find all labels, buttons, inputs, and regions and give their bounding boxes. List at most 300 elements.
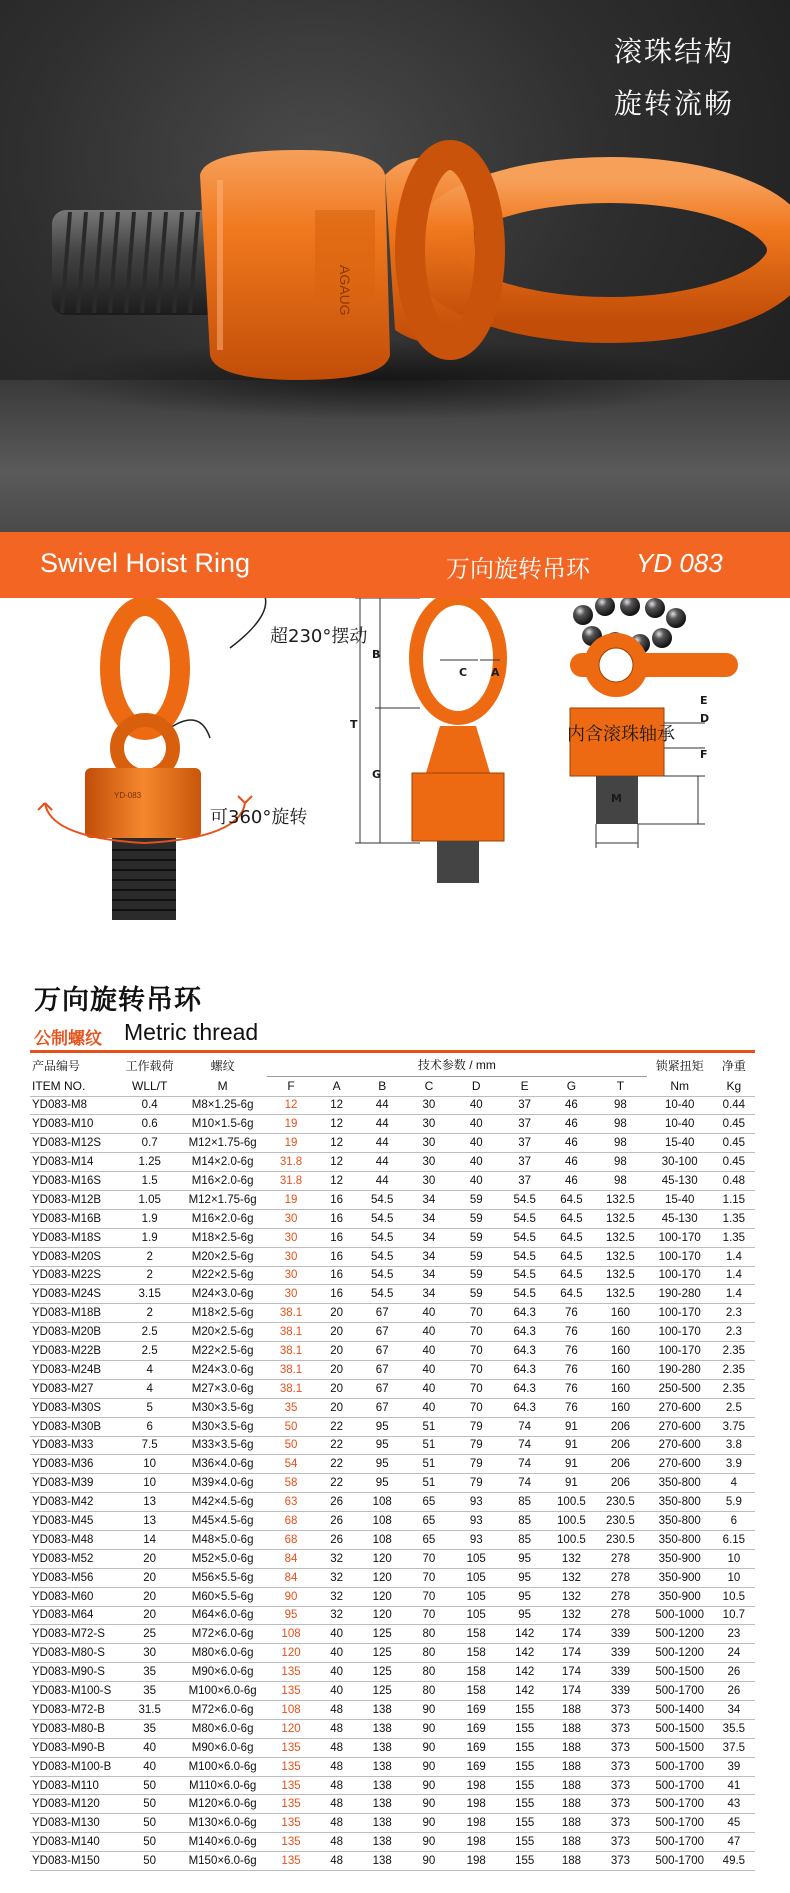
cell-wll: 25 <box>143 1628 157 1641</box>
table-row <box>30 1209 755 1228</box>
cell-item-no: YD083-M52 <box>32 1552 94 1565</box>
cell-dim-d: 198 <box>466 1817 486 1830</box>
hero-tagline <box>614 26 734 130</box>
cell-dim-b: 108 <box>372 1533 392 1546</box>
cell-torque: 270-600 <box>658 1420 701 1433</box>
cell-thread: M24×3.0-6g <box>191 1363 254 1376</box>
table-row <box>30 1644 755 1663</box>
dim-label-d: D <box>700 712 710 725</box>
cell-item-no: YD083-M39 <box>32 1477 94 1490</box>
cell-dim-f: 135 <box>281 1760 301 1773</box>
cell-dim-c: 34 <box>422 1250 436 1263</box>
cell-dim-t: 98 <box>614 1118 627 1131</box>
cell-item-no: YD083-M80-S <box>32 1647 105 1660</box>
cell-dim-c: 90 <box>422 1722 436 1735</box>
part-marking: YD-083 <box>114 791 142 800</box>
cell-dim-g: 174 <box>561 1647 582 1660</box>
cell-torque: 500-1500 <box>655 1741 704 1754</box>
cell-dim-d: 40 <box>469 1175 483 1187</box>
cell-item-no: YD083-M140 <box>32 1836 100 1849</box>
cell-weight: 0.48 <box>722 1175 746 1187</box>
cell-dim-a: 26 <box>330 1515 343 1528</box>
cell-dim-t: 278 <box>610 1609 631 1622</box>
cell-item-no: YD083-M120 <box>32 1798 100 1811</box>
cell-dim-b: 67 <box>375 1345 389 1358</box>
cell-dim-d: 105 <box>466 1552 486 1565</box>
cell-wll: 0.6 <box>141 1118 158 1131</box>
cell-dim-c: 51 <box>422 1439 436 1452</box>
cell-dim-c: 90 <box>422 1836 436 1849</box>
cell-dim-g: 100.5 <box>557 1496 586 1509</box>
cell-item-no: YD083-M64 <box>32 1609 94 1622</box>
cell-dim-g: 188 <box>561 1779 582 1792</box>
cell-dim-t: 373 <box>610 1703 631 1716</box>
cell-dim-a: 20 <box>330 1382 343 1395</box>
cell-dim-f: 108 <box>281 1703 301 1716</box>
cell-dim-b: 44 <box>375 1175 389 1187</box>
cell-dim-t: 373 <box>610 1741 631 1754</box>
cell-wll: 10 <box>143 1477 157 1490</box>
cell-dim-b: 54.5 <box>371 1250 394 1263</box>
cell-dim-e: 95 <box>518 1571 532 1584</box>
cell-thread: M120×6.0-6g <box>188 1798 257 1811</box>
cell-dim-a: 16 <box>330 1212 343 1225</box>
cell-dim-t: 373 <box>610 1836 631 1849</box>
cell-weight: 0.44 <box>722 1099 746 1112</box>
cell-dim-e: 155 <box>515 1779 535 1792</box>
cell-dim-g: 64.5 <box>560 1269 583 1282</box>
cell-dim-c: 34 <box>422 1231 436 1244</box>
cell-thread: M30×3.5-6g <box>191 1401 254 1414</box>
cell-dim-f: 19 <box>284 1118 298 1131</box>
header-row-1 <box>30 1054 755 1076</box>
cell-dim-t: 230.5 <box>606 1496 635 1509</box>
table-title: 万向旋转吊环 <box>34 985 202 1016</box>
cell-dim-f: 135 <box>281 1741 301 1754</box>
cell-dim-d: 59 <box>469 1269 483 1282</box>
spec-table <box>30 1054 755 1871</box>
cell-dim-f: 30 <box>284 1269 298 1282</box>
cell-dim-t: 206 <box>610 1458 631 1471</box>
cell-item-no: YD083-M30B <box>32 1420 102 1433</box>
cell-torque: 100-170 <box>658 1250 701 1263</box>
cell-wll: 35 <box>143 1722 157 1735</box>
cell-dim-f: 38.1 <box>279 1326 303 1339</box>
cell-dim-t: 278 <box>610 1552 631 1565</box>
dim-label-m: M <box>611 792 622 805</box>
cell-dim-d: 70 <box>469 1401 483 1414</box>
cell-dim-f: 63 <box>284 1496 298 1509</box>
cell-dim-f: 84 <box>284 1552 298 1565</box>
cell-dim-c: 34 <box>422 1269 436 1282</box>
cell-item-no: YD083-M12S <box>32 1137 102 1150</box>
cell-torque: 500-1700 <box>655 1817 704 1830</box>
cell-dim-a: 48 <box>330 1703 343 1716</box>
table-row <box>30 1247 755 1266</box>
cell-dim-e: 155 <box>515 1741 535 1754</box>
cell-dim-f: 38.1 <box>279 1382 303 1395</box>
cell-weight: 35.5 <box>722 1722 746 1735</box>
cell-dim-t: 230.5 <box>606 1515 635 1528</box>
cell-dim-a: 16 <box>330 1231 343 1244</box>
cell-thread: M14×2.0-6g <box>191 1156 254 1169</box>
cell-dim-c: 51 <box>422 1420 436 1433</box>
cell-dim-d: 59 <box>469 1250 483 1263</box>
cell-wll: 13 <box>143 1515 157 1528</box>
cell-torque: 350-900 <box>658 1590 701 1603</box>
cell-wll: 2 <box>146 1307 153 1320</box>
cell-dim-g: 76 <box>565 1326 578 1339</box>
cell-dim-c: 34 <box>422 1212 436 1225</box>
header-weight-cn: 净重 <box>721 1058 746 1073</box>
cell-weight: 1.15 <box>722 1193 746 1206</box>
cell-wll: 14 <box>143 1533 157 1546</box>
cell-dim-g: 188 <box>561 1760 582 1773</box>
table-row <box>30 1304 755 1323</box>
cell-wll: 2.5 <box>141 1345 158 1358</box>
cell-thread: M12×1.75-6g <box>188 1193 257 1206</box>
cell-item-no: YD083-M36 <box>32 1458 94 1471</box>
cell-torque: 350-900 <box>658 1571 701 1584</box>
cell-thread: M22×2.5-6g <box>191 1269 254 1282</box>
cell-wll: 35 <box>143 1666 157 1679</box>
product-diagrams <box>0 598 790 970</box>
cell-thread: M80×6.0-6g <box>191 1647 254 1660</box>
cell-thread: M8×1.25-6g <box>191 1099 254 1112</box>
cell-dim-g: 188 <box>561 1817 582 1830</box>
header-wll-en: WLL/T <box>121 1076 178 1096</box>
table-row <box>30 1719 755 1738</box>
cell-dim-e: 37 <box>518 1099 532 1112</box>
cell-item-no: YD083-M110 <box>32 1779 99 1792</box>
table-row <box>30 1795 755 1814</box>
cell-dim-d: 40 <box>469 1099 483 1112</box>
cell-dim-g: 46 <box>565 1099 578 1112</box>
table-row <box>30 1682 755 1701</box>
cell-dim-a: 12 <box>330 1175 343 1187</box>
cell-dim-d: 93 <box>469 1533 483 1546</box>
cell-dim-g: 100.5 <box>557 1515 586 1528</box>
cell-dim-t: 206 <box>610 1477 631 1490</box>
cell-dim-g: 188 <box>561 1703 582 1716</box>
cell-weight: 10 <box>727 1552 741 1565</box>
cell-item-no: YD083-M100-S <box>32 1685 112 1698</box>
cell-dim-d: 169 <box>466 1722 486 1735</box>
cell-dim-g: 174 <box>561 1628 582 1641</box>
cell-torque: 100-170 <box>658 1231 701 1244</box>
cell-dim-e: 155 <box>515 1798 535 1811</box>
product-render-left <box>38 598 266 920</box>
cell-dim-e: 37 <box>518 1118 532 1131</box>
cell-dim-b: 138 <box>372 1855 392 1868</box>
cell-dim-b: 54.5 <box>371 1193 394 1206</box>
cell-dim-e: 54.5 <box>513 1288 536 1301</box>
cell-wll: 2.5 <box>141 1326 158 1339</box>
cell-dim-f: 30 <box>284 1231 298 1244</box>
cell-dim-g: 64.5 <box>560 1212 583 1225</box>
dim-label-f: F <box>700 748 708 761</box>
cell-thread: M42×4.5-6g <box>191 1496 254 1509</box>
cell-weight: 4 <box>730 1477 738 1490</box>
cell-dim-b: 54.5 <box>371 1231 394 1244</box>
cell-dim-f: 12 <box>284 1099 298 1112</box>
swing-label: 超230°摆动 <box>270 626 368 647</box>
cell-dim-e: 155 <box>515 1703 535 1716</box>
cell-item-no: YD083-M48 <box>32 1533 94 1546</box>
cell-item-no: YD083-M130 <box>32 1817 100 1830</box>
cell-item-no: YD083-M18B <box>32 1307 102 1320</box>
cell-dim-e: 64.3 <box>513 1345 536 1358</box>
cell-dim-e: 74 <box>518 1439 532 1452</box>
cell-dim-d: 40 <box>469 1118 483 1131</box>
cell-dim-a: 48 <box>330 1760 343 1773</box>
cell-dim-t: 132.5 <box>606 1250 635 1263</box>
cell-weight: 24 <box>727 1647 741 1660</box>
table-row <box>30 1342 755 1361</box>
cell-weight: 1.4 <box>725 1288 742 1301</box>
cell-dim-a: 40 <box>330 1666 343 1679</box>
cell-wll: 50 <box>143 1798 157 1811</box>
cell-dim-f: 84 <box>284 1571 298 1584</box>
cell-dim-e: 37 <box>518 1175 532 1187</box>
table-row <box>30 1625 755 1644</box>
header-dim-c: C <box>406 1076 452 1096</box>
cell-dim-e: 95 <box>518 1590 532 1603</box>
cell-dim-d: 59 <box>469 1193 483 1206</box>
cell-weight: 1.35 <box>722 1212 746 1225</box>
cell-torque: 190-280 <box>658 1288 701 1301</box>
thread-label-cn: 公制螺纹 <box>34 1029 102 1049</box>
cell-dim-b: 138 <box>372 1741 392 1754</box>
cell-dim-c: 80 <box>422 1685 436 1698</box>
cell-wll: 5 <box>146 1401 153 1414</box>
cell-dim-e: 85 <box>518 1533 532 1546</box>
cell-dim-c: 80 <box>422 1628 436 1641</box>
cell-dim-b: 120 <box>372 1552 392 1565</box>
dim-label-e: E <box>700 694 708 707</box>
cell-torque: 250-500 <box>658 1382 701 1395</box>
cell-item-no: YD083-M72-S <box>32 1628 105 1641</box>
cell-thread: M22×2.5-6g <box>191 1345 254 1358</box>
cell-wll: 3.15 <box>138 1288 161 1301</box>
cell-dim-e: 64.3 <box>513 1401 536 1414</box>
cell-torque: 500-1200 <box>655 1647 704 1660</box>
cell-dim-c: 70 <box>422 1571 436 1584</box>
cell-thread: M24×3.0-6g <box>191 1288 254 1301</box>
cell-dim-b: 125 <box>372 1666 392 1679</box>
cell-dim-f: 135 <box>281 1798 301 1811</box>
cell-dim-b: 138 <box>372 1798 392 1811</box>
cell-item-no: YD083-M60 <box>32 1590 94 1603</box>
cell-dim-b: 44 <box>375 1118 389 1131</box>
cell-dim-a: 12 <box>330 1137 343 1150</box>
table-row <box>30 1701 755 1720</box>
cell-torque: 100-170 <box>658 1326 701 1339</box>
dim-label-a: A <box>491 666 500 679</box>
cell-torque: 500-1700 <box>655 1760 704 1773</box>
cell-wll: 20 <box>143 1571 157 1584</box>
cell-dim-d: 70 <box>469 1307 483 1320</box>
header-row-2 <box>30 1076 755 1096</box>
table-row <box>30 1512 755 1531</box>
cell-weight: 5.9 <box>725 1496 742 1509</box>
cell-dim-f: 108 <box>281 1628 301 1641</box>
cell-thread: M130×6.0-6g <box>188 1817 257 1830</box>
header-dim-g: G <box>549 1076 595 1096</box>
cell-thread: M64×6.0-6g <box>191 1609 254 1622</box>
cell-dim-e: 142 <box>515 1647 535 1660</box>
hero-banner <box>0 0 790 532</box>
cell-dim-g: 91 <box>565 1420 578 1433</box>
cell-dim-b: 67 <box>375 1382 389 1395</box>
cell-dim-a: 48 <box>330 1722 343 1735</box>
cell-dim-d: 40 <box>469 1137 483 1150</box>
cell-dim-d: 79 <box>469 1439 483 1452</box>
cell-item-no: YD083-M33 <box>32 1439 94 1452</box>
cell-thread: M90×6.0-6g <box>191 1666 254 1679</box>
cell-dim-t: 373 <box>610 1722 631 1735</box>
cell-dim-b: 67 <box>375 1363 389 1376</box>
cell-dim-g: 76 <box>565 1401 578 1414</box>
cell-dim-b: 138 <box>372 1722 392 1735</box>
cell-dim-c: 90 <box>422 1855 436 1868</box>
cell-dim-c: 40 <box>422 1345 436 1358</box>
cell-torque: 500-1500 <box>655 1722 704 1735</box>
cell-thread: M100×6.0-6g <box>188 1760 257 1773</box>
cell-wll: 4 <box>146 1363 153 1376</box>
cell-item-no: YD083-M12B <box>32 1193 102 1206</box>
cell-thread: M18×2.5-6g <box>191 1307 254 1320</box>
header-item-en: ITEM NO. <box>30 1076 121 1096</box>
cell-torque: 500-1500 <box>655 1666 704 1679</box>
header-dim-f: F <box>267 1076 315 1096</box>
table-row <box>30 1757 755 1776</box>
cell-dim-t: 132.5 <box>606 1231 635 1244</box>
cell-dim-a: 16 <box>330 1269 343 1282</box>
cell-wll: 6 <box>146 1420 153 1433</box>
cell-weight: 6 <box>730 1515 738 1528</box>
cell-dim-g: 91 <box>565 1439 578 1452</box>
cell-dim-c: 65 <box>422 1496 436 1509</box>
cell-dim-d: 79 <box>469 1477 483 1490</box>
cell-dim-g: 76 <box>565 1382 578 1395</box>
cell-item-no: YD083-M80-B <box>32 1722 105 1735</box>
cell-torque: 350-800 <box>658 1533 701 1546</box>
cell-dim-e: 95 <box>518 1552 532 1565</box>
cell-torque: 500-1700 <box>655 1779 704 1792</box>
cell-dim-g: 132 <box>561 1571 582 1584</box>
cell-dim-b: 138 <box>372 1817 392 1830</box>
cell-torque: 45-130 <box>661 1212 698 1225</box>
cell-thread: M110×6.0-6g <box>189 1779 257 1792</box>
cell-wll: 31.5 <box>138 1703 161 1716</box>
cell-thread: M27×3.0-6g <box>191 1382 254 1395</box>
cell-dim-g: 76 <box>565 1363 578 1376</box>
cell-item-no: YD083-M72-B <box>32 1703 105 1716</box>
cell-dim-g: 46 <box>565 1156 578 1169</box>
cell-dim-e: 37 <box>518 1137 532 1150</box>
cell-dim-t: 373 <box>610 1760 631 1773</box>
cell-dim-e: 54.5 <box>513 1250 536 1263</box>
cell-dim-f: 68 <box>284 1533 298 1546</box>
cell-item-no: YD083-M45 <box>32 1515 94 1528</box>
table-row <box>30 1833 755 1852</box>
cell-dim-b: 67 <box>375 1401 389 1414</box>
cell-dim-b: 95 <box>375 1439 389 1452</box>
cell-dim-f: 95 <box>284 1609 298 1622</box>
table-row <box>30 1606 755 1625</box>
cell-dim-b: 108 <box>372 1515 392 1528</box>
cell-thread: M20×2.5-6g <box>191 1326 254 1339</box>
cell-dim-t: 278 <box>610 1571 631 1584</box>
cell-wll: 50 <box>143 1817 157 1830</box>
cell-weight: 47 <box>727 1836 741 1849</box>
cell-weight: 10 <box>727 1571 741 1584</box>
cell-dim-c: 40 <box>422 1401 436 1414</box>
cell-thread: M56×5.5-6g <box>191 1571 254 1584</box>
cell-dim-d: 169 <box>466 1741 486 1754</box>
table-row <box>30 1738 755 1757</box>
cell-item-no: YD083-M14 <box>32 1156 94 1169</box>
table-row <box>30 1549 755 1568</box>
cell-weight: 3.9 <box>725 1458 742 1471</box>
cell-thread: M45×4.5-6g <box>191 1515 254 1528</box>
cell-dim-d: 70 <box>469 1326 483 1339</box>
brand-mark: AGAUG <box>337 265 353 316</box>
cell-dim-g: 76 <box>565 1307 578 1320</box>
cell-dim-g: 46 <box>565 1175 578 1187</box>
cell-dim-d: 169 <box>466 1760 486 1773</box>
cell-wll: 50 <box>143 1836 157 1849</box>
cell-dim-t: 339 <box>610 1647 631 1660</box>
cell-thread: M16×2.0-6g <box>191 1175 254 1187</box>
cell-dim-t: 132.5 <box>606 1212 635 1225</box>
cell-torque: 500-1700 <box>655 1855 704 1868</box>
cell-dim-d: 93 <box>469 1515 483 1528</box>
cell-dim-a: 32 <box>330 1609 343 1622</box>
table-row <box>30 1190 755 1209</box>
table-row <box>30 1115 755 1134</box>
table-row <box>30 1493 755 1512</box>
table-row <box>30 1568 755 1587</box>
bearing-label: 内含滚珠轴承 <box>567 724 675 745</box>
table-row <box>30 1663 755 1682</box>
cell-dim-d: 59 <box>469 1212 483 1225</box>
cell-weight: 1.4 <box>725 1269 742 1282</box>
cell-dim-e: 64.3 <box>513 1326 536 1339</box>
cell-dim-t: 98 <box>614 1156 627 1169</box>
cell-item-no: YD083-M20S <box>32 1250 102 1263</box>
orange-rule <box>30 1050 755 1053</box>
cell-weight: 10.5 <box>722 1590 746 1603</box>
table-row <box>30 1852 755 1871</box>
cell-dim-g: 188 <box>561 1855 582 1868</box>
cell-torque: 500-1400 <box>655 1703 704 1716</box>
cell-dim-c: 90 <box>422 1779 436 1792</box>
table-row <box>30 1228 755 1247</box>
cell-dim-a: 16 <box>330 1250 343 1263</box>
cell-thread: M60×5.5-6g <box>191 1590 254 1603</box>
cell-wll: 20 <box>143 1590 157 1603</box>
cell-thread: M39×4.0-6g <box>191 1477 254 1490</box>
cell-dim-e: 155 <box>515 1817 535 1830</box>
table-row <box>30 1153 755 1172</box>
cell-dim-a: 48 <box>330 1855 343 1868</box>
cell-dim-g: 91 <box>565 1477 578 1490</box>
cell-dim-b: 120 <box>372 1590 392 1603</box>
cell-wll: 1.9 <box>141 1212 158 1225</box>
cell-dim-a: 26 <box>330 1496 343 1509</box>
